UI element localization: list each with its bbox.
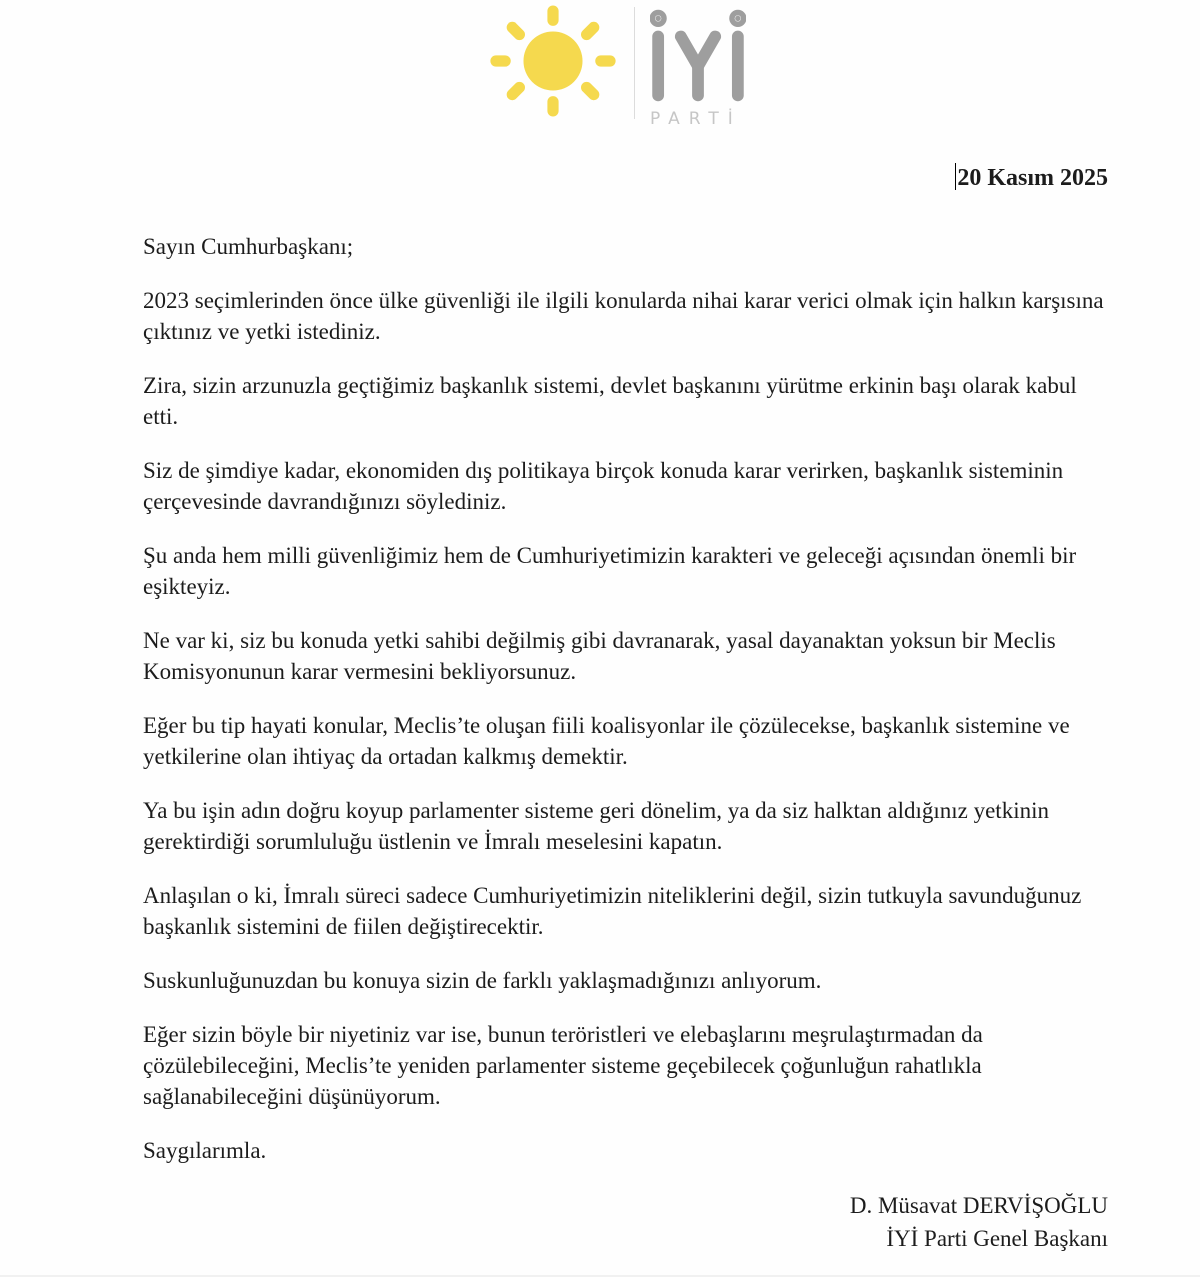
date-row — [143, 163, 1108, 194]
paragraph: Eğer sizin böyle bir niyetiniz var ise, bunun teröristleri ve elebaşlarını meşrulaştırmadan da çözülebileceğini, Meclis’te yeniden parlamenter sisteme geçebilecek çoğunluğun rahatlıkla sağlanabileceğini düşünüyorum. — [143, 1022, 983, 1109]
closing: Saygılarımla. — [143, 1138, 267, 1163]
sun-icon — [487, 5, 619, 117]
paragraph: Siz de şimdiye kadar, ekonomiden dış politikaya birçok konuda karar verirken, başkanlık sisteminin çerçevesinde davrandığınızı söylediniz. — [143, 458, 1064, 514]
paragraph: 2023 seçimlerinden önce ülke güvenliği ile ilgili konularda nihai karar verici olmak için halkın karşısına çıktınız ve yetki istediniz. — [143, 288, 1104, 344]
signature-name: D. Müsavat DERVİŞOĞLU — [849, 1193, 1108, 1218]
paragraph: Şu anda hem milli güvenliğimiz hem de Cumhuriyetimizin karakteri ve geleceği açısından önemli bir eşikteyiz. — [143, 543, 1077, 599]
paragraph: Anlaşılan o ki, İmralı süreci sadece Cumhuriyetimizin niteliklerini değil, sizin tutkuyla savunduğunuz başkanlık sistemini de fiilen değiştirecektir. — [143, 883, 1082, 939]
signature-title: İYİ Parti Genel Başkanı — [886, 1226, 1108, 1251]
party-logo — [487, 5, 746, 129]
letter-date: 20 Kasım 2025 — [957, 165, 1108, 191]
paragraph: Ya bu işin adın doğru koyup parlamenter sisteme geri dönelim, ya da siz halktan aldığınız yetkinin gerektirdiği sorumluluğu üstlenin ve İmralı meselesini kapatın. — [143, 798, 1049, 854]
letter-body — [143, 163, 1108, 1255]
paragraph: Zira, sizin arzunuzla geçtiğimiz başkanlık sistemi, devlet başkanını yürütme erkinin başı olarak kabul etti. — [143, 373, 1077, 429]
paragraph: Suskunluğunuzdan bu konuya sizin de farklı yaklaşmadığınızı anlıyorum. — [143, 968, 822, 993]
salutation: Sayın Cumhurbaşkanı; — [143, 234, 354, 259]
paragraph: Ne var ki, siz bu konuda yetki sahibi değilmiş gibi davranarak, yasal dayanaktan yoksun bir Meclis Komisyonunun karar vermesini bekliyorsunuz. — [143, 628, 1056, 684]
party-subtitle: PARTİ — [650, 109, 742, 129]
iyi-wordmark — [650, 9, 746, 102]
logo-text — [650, 5, 746, 129]
paragraph: Eğer bu tip hayati konular, Meclis’te oluşan fiili koalisyonlar ile çözülecekse, başkanlık sistemine ve yetkilerine olan ihtiyaç da ortadan kalkmış demektir. — [143, 713, 1070, 769]
logo-divider — [634, 7, 635, 119]
signature-block — [143, 1189, 1108, 1255]
